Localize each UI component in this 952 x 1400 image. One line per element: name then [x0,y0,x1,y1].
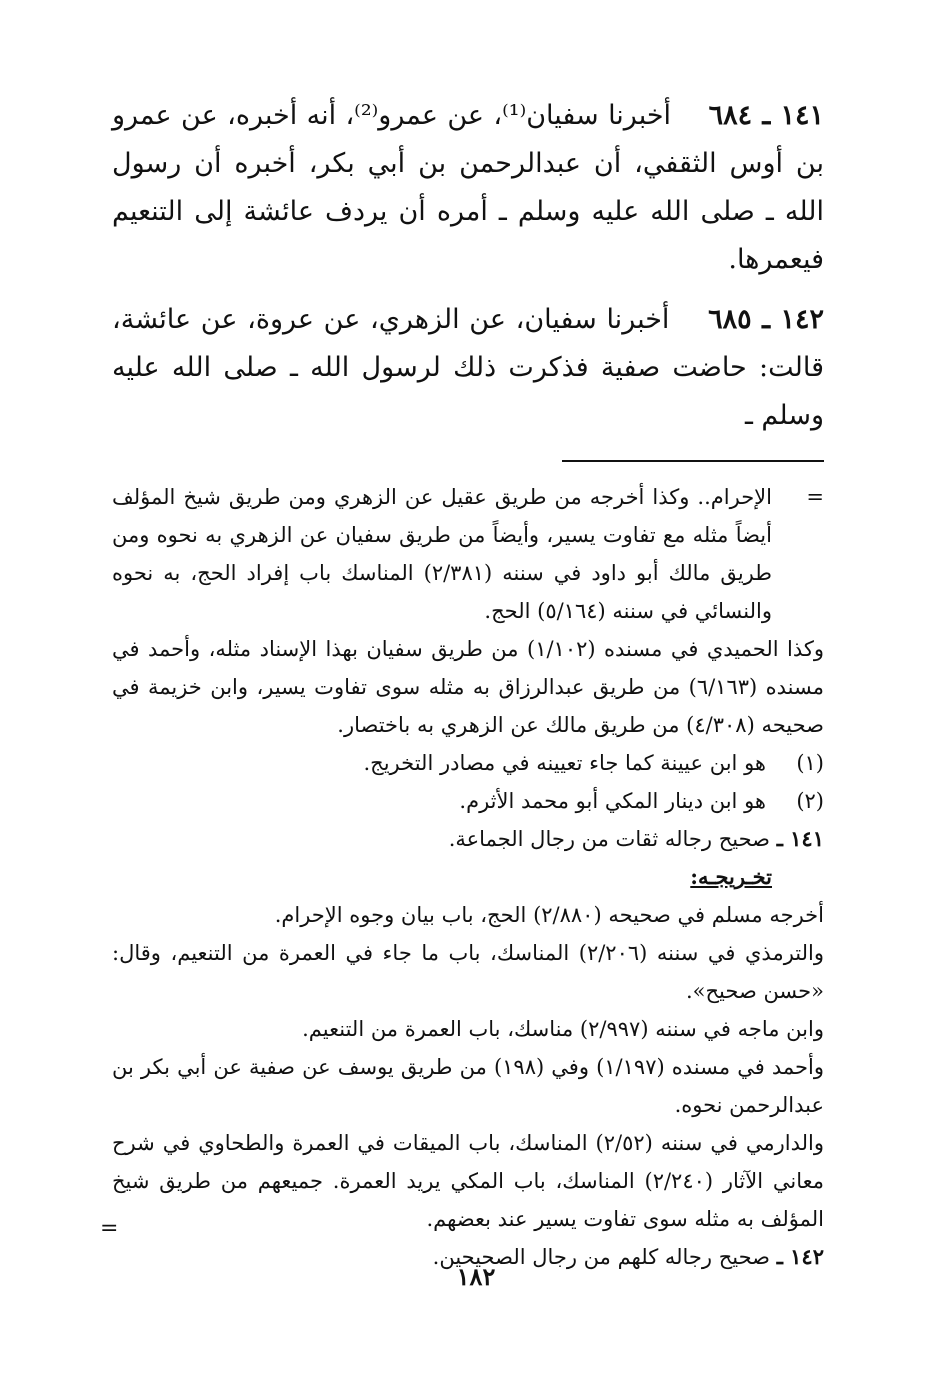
main-text [112,92,824,440]
hadith-number: ١٤٢ ـ ٦٨٥ [708,304,824,335]
section-number: ١٤٢ ـ [776,1244,824,1269]
footnote-2 [112,782,824,820]
footnote-number: (١) [796,751,824,775]
note-text: الإحرام.. وكذا أخرجه من طريق عقيل عن الزهري ومن طريق شيخ المؤلف أيضاً مثله مع تفاوت يسير، وأيضاً من طريق سفيان عن الزهري به نحوه ومن طريق مالك أبو داود في سننه (٢/٣٨١) المناسك باب إفراد الحج، به نحوه والنسائي في سننه (٥/١٦٤) الحج. [112,485,772,623]
note-text: وكذا الحميدي في مسنده (١/١٠٢) من طريق سفيان بهذا الإسناد مثله، وأحمد في مسنده (٦/١٦٣) من طريق عبدالرزاق به مثله سوى تفاوت يسير، وابن خزيمة في صحيحه (٤/٣٠٨) من طريق مالك عن الزهري به باختصار. [112,637,825,737]
hadith-684 [112,92,824,284]
footnote-divider [562,460,824,462]
section-text: صحيح رجاله ثقات من رجال الجماعة. [448,827,770,851]
hadith-685 [112,296,824,440]
footnote-1 [112,744,824,782]
takhrij-line: والترمذي في سننه (٢/٢٠٦) المناسك، باب ما جاء في العمرة من التنعيم، وقال: «حسن صحيح». [112,941,825,1003]
takhrij-line: وابن ماجه في سننه (٢/٩٩٧) مناسك، باب العمرة من التنعيم. [302,1017,824,1041]
takhrij-heading: تخـريجـه: [690,864,772,889]
continuation-mark: = [806,485,824,509]
footnotes [112,478,824,1276]
takhrij-line: وأحمد في مسنده (١/١٩٧) وفي (١٩٨) من طريق يوسف عن صفية عن أبي بكر بن عبدالرحمن نحوه. [112,1055,824,1117]
page-number: ١٨٢ [456,1262,496,1291]
section-141 [112,820,824,858]
footnote-text: هو ابن عيينة كما جاء تعيينه في مصادر التخريج. [363,751,766,775]
footnote-number: (٢) [796,789,824,813]
takhrij-line: والدارمي في سننه (٢/٥٢) المناسك، باب الميقات في العمرة والطحاوي في شرح معاني الآثار (٢/٢٤٠) المناسك، باب المكي يريد العمرة. جميعهم من طريق شيخ المؤلف به مثله سوى تفاوت يسير عند بعضهم. [112,1131,824,1231]
section-text: صحيح رجاله كلهم من رجال الصحيحين. [432,1245,770,1269]
section-number: ١٤١ ـ [776,826,824,851]
page-body [112,92,824,1276]
continuation-mark-bottom: = [100,1216,119,1241]
hadith-number: ١٤١ ـ ٦٨٤ [708,100,824,131]
hadith-text: أخبرنا سفيان، عن الزهري، عن عروة، عن عائشة، قالت: حاضت صفية فذكرت ذلك لرسول الله ـ صلى الله عليه وسلم ـ [112,304,824,431]
note-paragraph [112,478,824,744]
hadith-text: أخبرنا سفيان⁽¹⁾، عن عمرو⁽²⁾، أنه أخبره، عن عمرو بن أوس الثقفي، أن عبدالرحمن بن أبي بكر، أخبره أن رسول الله ـ صلى الله عليه وسلم ـ أمره أن يردف عائشة إلى التنعيم فيعمرها. [112,100,824,275]
footnote-text: هو ابن دينار المكي أبو محمد الأثرم. [459,789,766,813]
takhrij-line: أخرجه مسلم في صحيحه (٢/٨٨٠) الحج، باب بيان وجوه الإحرام. [274,903,824,927]
